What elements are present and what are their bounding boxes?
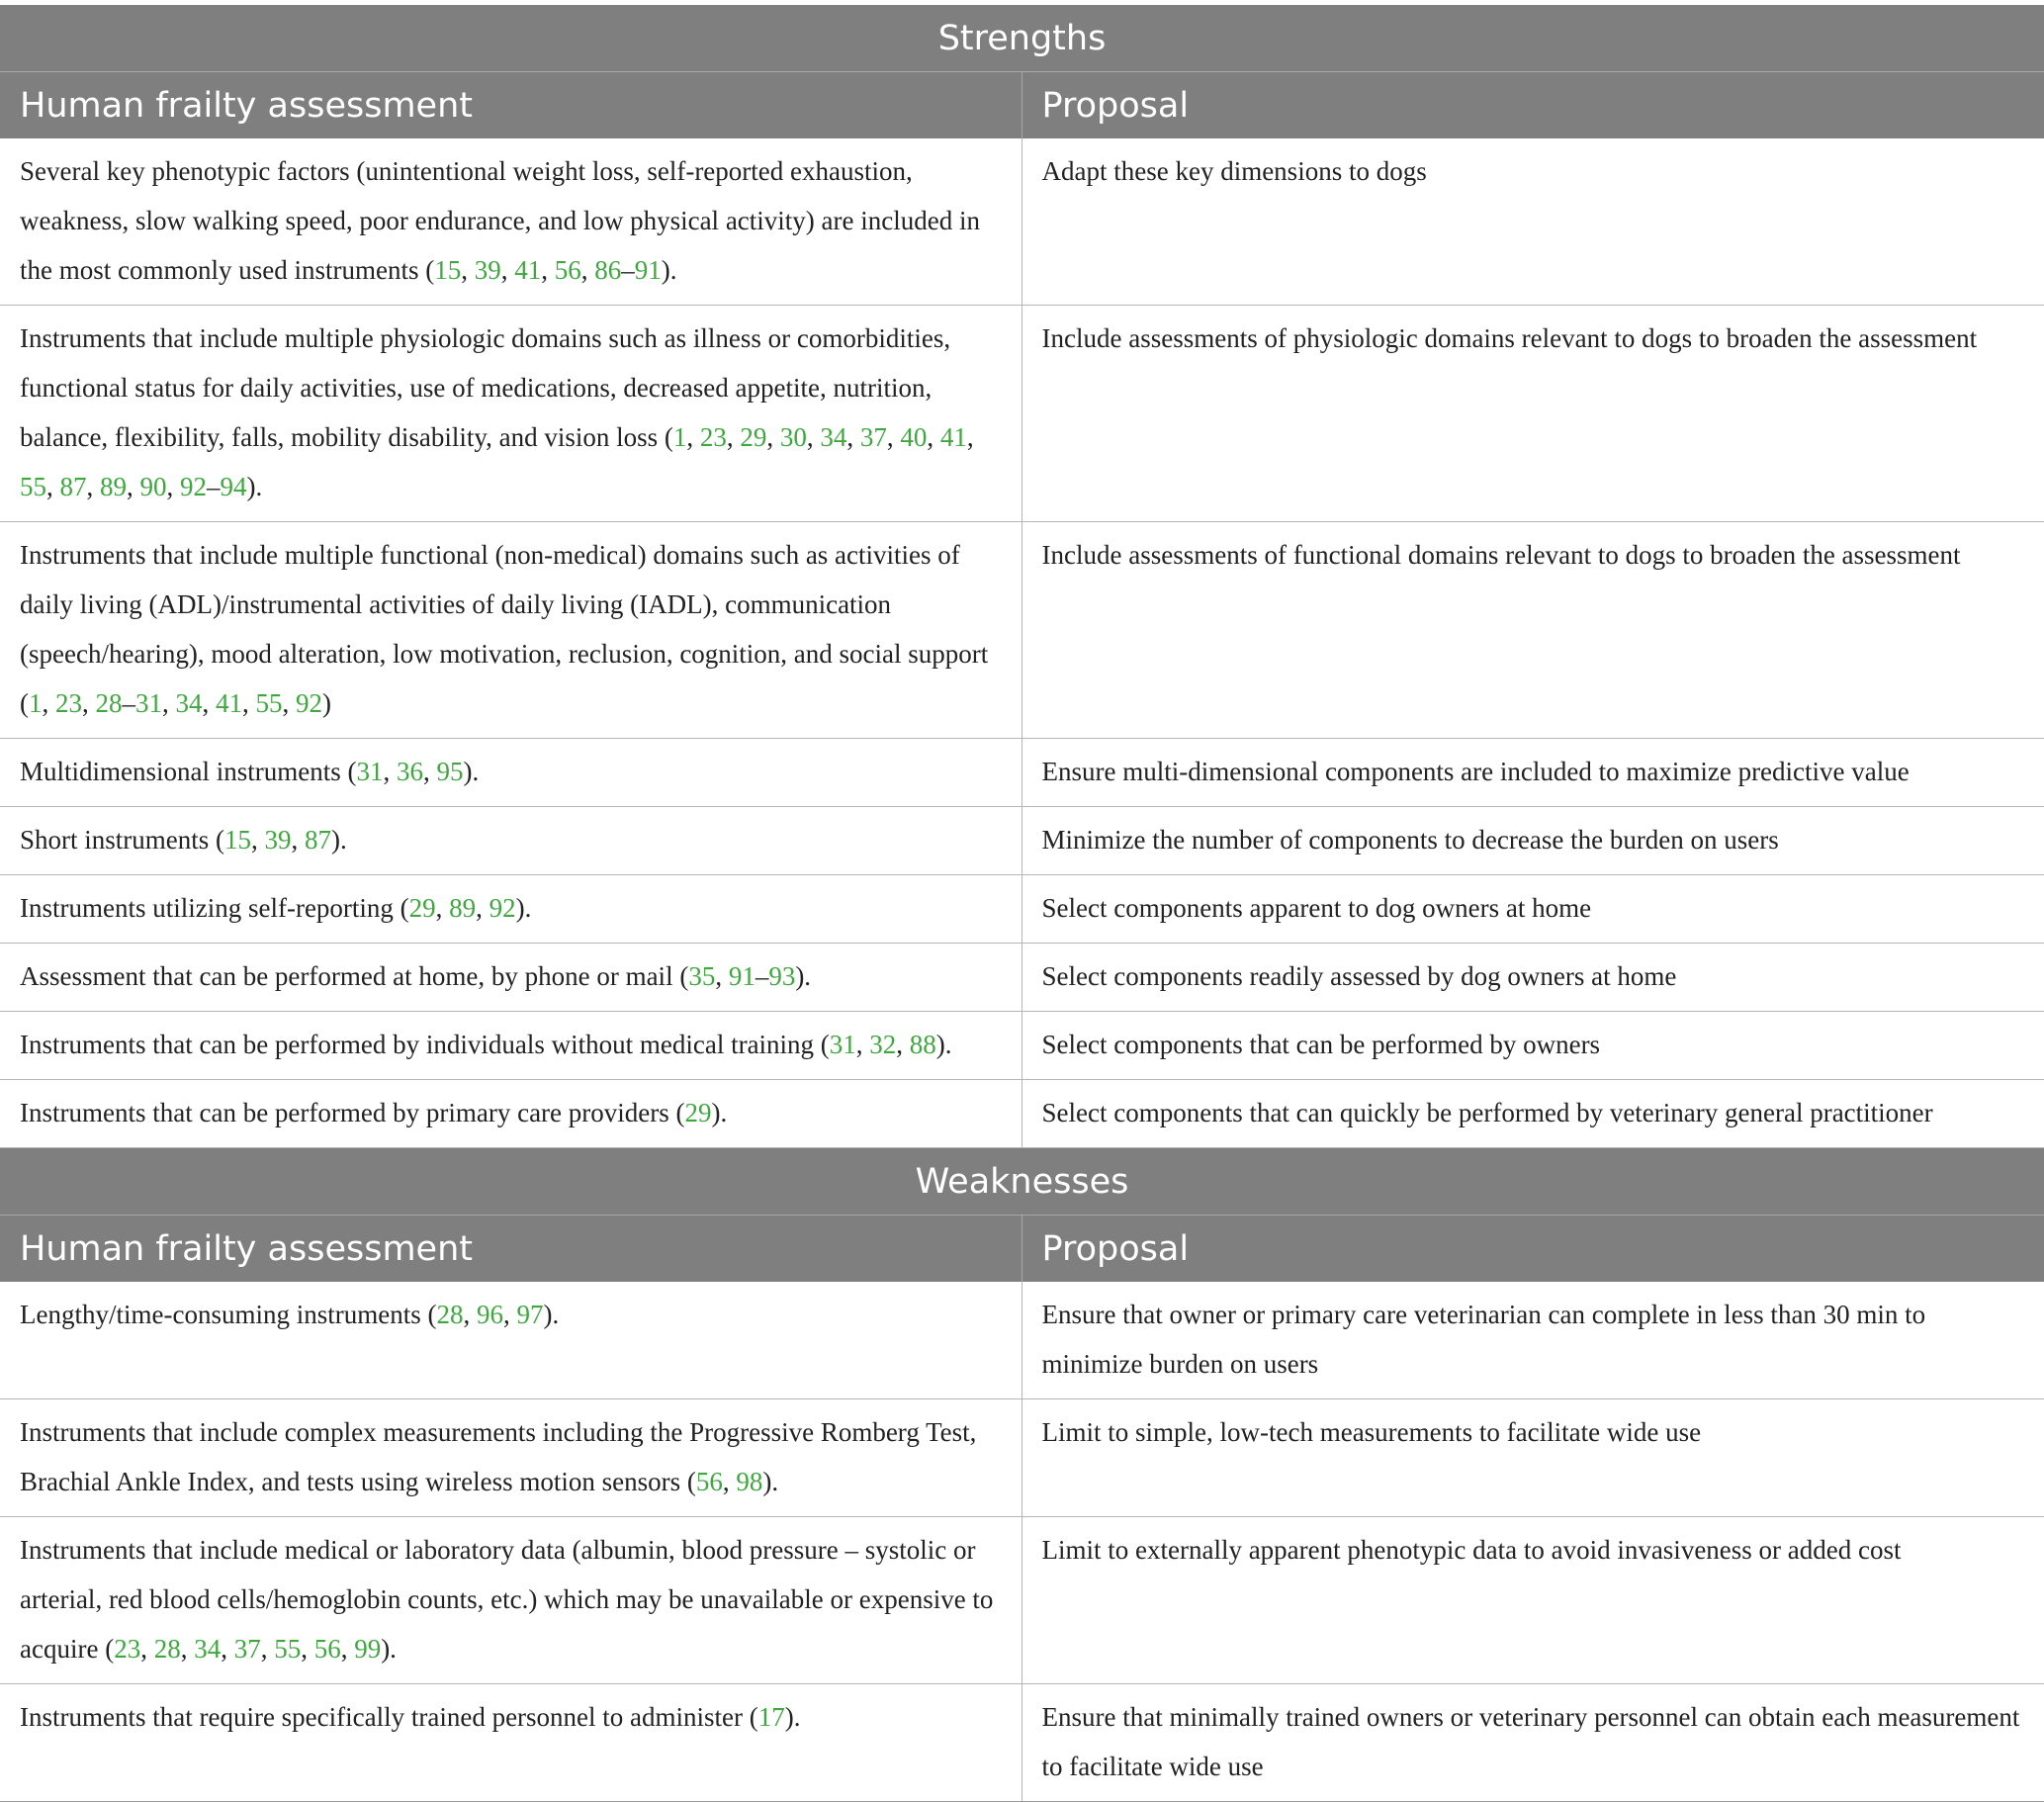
table-row — [0, 1282, 2044, 1399]
cell-text: , — [766, 422, 780, 452]
cell-text: , — [202, 688, 216, 718]
cell-text: , — [301, 1634, 314, 1664]
human-assessment-cell — [0, 875, 1022, 944]
proposal-cell: Select components that can be performed by owners — [1022, 1012, 2044, 1080]
cell-text: ) — [322, 688, 331, 718]
cell-text: , — [726, 422, 741, 452]
cell-text: – — [621, 255, 635, 285]
column-header-human-assessment: Human frailty assessment — [0, 1216, 1022, 1283]
cell-text: – — [207, 472, 221, 501]
reference-link[interactable]: 36 — [396, 757, 423, 786]
cell-text: Lengthy/time-consuming instruments ( — [20, 1300, 437, 1329]
reference-link[interactable]: 23 — [699, 422, 727, 452]
cell-text: , — [927, 422, 940, 452]
cell-text: Instruments that require specifically trained personnel to administer ( — [20, 1702, 758, 1732]
cell-text: , — [166, 472, 180, 501]
weaknesses-column-headers — [0, 1216, 2044, 1283]
reference-link[interactable]: 92 — [489, 893, 516, 923]
human-assessment-cell — [0, 944, 1022, 1012]
frailty-comparison-table — [0, 5, 2044, 1802]
reference-link[interactable]: 99 — [354, 1634, 382, 1664]
reference-link[interactable]: 37 — [859, 422, 887, 452]
cell-text: Multidimensional instruments ( — [20, 757, 357, 786]
reference-link[interactable]: 98 — [736, 1467, 763, 1496]
reference-link[interactable]: 28 — [436, 1300, 464, 1329]
table-row — [0, 875, 2044, 944]
reference-link[interactable]: 1 — [672, 422, 687, 452]
table-row — [0, 1080, 2044, 1148]
reference-link[interactable]: 55 — [255, 688, 283, 718]
strengths-column-headers — [0, 72, 2044, 139]
cell-text: ). — [543, 1300, 560, 1329]
reference-link[interactable]: 23 — [114, 1634, 141, 1664]
reference-link[interactable]: 34 — [194, 1634, 222, 1664]
cell-text: Instruments utilizing self-reporting ( — [20, 893, 409, 923]
cell-text: ). — [331, 825, 347, 855]
reference-link[interactable]: 39 — [474, 255, 501, 285]
cell-text: , — [715, 961, 729, 991]
reference-link[interactable]: 35 — [688, 961, 716, 991]
human-assessment-cell — [0, 1517, 1022, 1684]
cell-text: – — [755, 961, 769, 991]
cell-text: , — [966, 422, 974, 452]
reference-link[interactable]: 28 — [95, 688, 123, 718]
cell-text: , — [806, 422, 821, 452]
table-row — [0, 1399, 2044, 1517]
cell-text: ). — [381, 1634, 397, 1664]
proposal-cell: Adapt these key dimensions to dogs — [1022, 138, 2044, 306]
table-row — [0, 807, 2044, 875]
reference-link[interactable]: 87 — [59, 472, 87, 501]
reference-link[interactable]: 93 — [768, 961, 796, 991]
cell-text: , — [855, 1030, 870, 1059]
reference-link[interactable]: 92 — [296, 688, 322, 718]
cell-text: ). — [795, 961, 812, 991]
cell-text: Assessment that can be performed at home, by phone or mail ( — [20, 961, 689, 991]
reference-link[interactable]: 37 — [233, 1634, 261, 1664]
reference-link[interactable]: 41 — [939, 422, 967, 452]
reference-link[interactable]: 96 — [476, 1300, 503, 1329]
table-row — [0, 138, 2044, 306]
cell-text: , — [422, 757, 437, 786]
table-row — [0, 1684, 2044, 1802]
cell-text: , — [260, 1634, 275, 1664]
cell-text: , — [127, 472, 140, 501]
cell-text: ). — [246, 472, 263, 501]
cell-text: , — [242, 688, 256, 718]
reference-link[interactable]: 56 — [554, 255, 581, 285]
cell-text: , — [140, 1634, 154, 1664]
cell-text: – — [122, 688, 135, 718]
reference-link[interactable]: 89 — [100, 472, 127, 501]
cell-text: , — [46, 472, 60, 501]
reference-link[interactable]: 94 — [220, 472, 247, 501]
cell-text: , — [686, 422, 700, 452]
cell-text: , — [896, 1030, 910, 1059]
table-row — [0, 1012, 2044, 1080]
column-header-proposal: Proposal — [1022, 72, 2044, 139]
cell-text: , — [476, 893, 489, 923]
table-row — [0, 944, 2044, 1012]
cell-text: , — [86, 472, 100, 501]
cell-text: , — [886, 422, 901, 452]
reference-link[interactable]: 15 — [434, 255, 462, 285]
cell-text: Instruments that include multiple functional (non-medical) domains such as activities of daily living (ADL)/instrumental activities of daily living (IADL), communication (speech/hearing), mood alteration, low motivation, reclusion, cognition, and social support ( — [20, 540, 989, 718]
human-assessment-cell — [0, 1399, 1022, 1517]
cell-text: , — [82, 688, 96, 718]
proposal-cell: Select components apparent to dog owners at home — [1022, 875, 2044, 944]
cell-text: Several key phenotypic factors (unintentional weight loss, self-reported exhaustion, weakness, slow walking speed, poor endurance, and low physical activity) are included in the most commonly used instruments ( — [20, 156, 980, 285]
cell-text: , — [722, 1467, 737, 1496]
reference-link[interactable]: 87 — [305, 825, 331, 855]
section-title: Weaknesses — [0, 1148, 2044, 1216]
reference-link[interactable]: 29 — [408, 893, 436, 923]
reference-link[interactable]: 92 — [180, 472, 207, 501]
weaknesses-section-header — [0, 1148, 2044, 1216]
table-row — [0, 522, 2044, 739]
cell-text: Instruments that include multiple physiologic domains such as illness or comorbidities, functional status for daily activities, use of medications, decreased appetite, nutrition, balance, flexibility, falls, mobility disability, and vision loss ( — [20, 323, 951, 452]
reference-link[interactable]: 31 — [829, 1030, 856, 1059]
cell-text: , — [221, 1634, 234, 1664]
human-assessment-cell — [0, 138, 1022, 306]
reference-link[interactable]: 95 — [436, 757, 464, 786]
reference-link[interactable]: 89 — [449, 893, 477, 923]
cell-text: , — [435, 893, 450, 923]
proposal-cell: Select components readily assessed by dog owners at home — [1022, 944, 2044, 1012]
reference-link[interactable]: 56 — [695, 1467, 723, 1496]
reference-link[interactable]: 40 — [900, 422, 928, 452]
table-row — [0, 1517, 2044, 1684]
reference-link[interactable]: 28 — [153, 1634, 181, 1664]
cell-text: ). — [515, 893, 532, 923]
section-title: Strengths — [0, 5, 2044, 72]
cell-text: Instruments that include medical or laboratory data (albumin, blood pressure – systolic or arterial, red blood cells/hemoglobin counts, etc.) which may be unavailable or expensive to acquire ( — [20, 1535, 994, 1664]
cell-text: , — [463, 1300, 477, 1329]
human-assessment-cell — [0, 739, 1022, 807]
reference-link[interactable]: 55 — [20, 472, 46, 501]
cell-text: , — [541, 255, 555, 285]
reference-link[interactable]: 91 — [728, 961, 755, 991]
cell-text: Instruments that can be performed by individuals without medical training ( — [20, 1030, 830, 1059]
proposal-cell: Ensure that minimally trained owners or veterinary personnel can obtain each measurement to facilitate wide use — [1022, 1684, 2044, 1802]
reference-link[interactable]: 29 — [684, 1098, 712, 1127]
cell-text: , — [340, 1634, 355, 1664]
column-header-proposal: Proposal — [1022, 1216, 2044, 1283]
cell-text: , — [180, 1634, 195, 1664]
proposal-cell: Minimize the number of components to decrease the burden on users — [1022, 807, 2044, 875]
cell-text: ). — [463, 757, 480, 786]
human-assessment-cell — [0, 1012, 1022, 1080]
proposal-cell: Select components that can quickly be performed by veterinary general practitioner — [1022, 1080, 2044, 1148]
proposal-cell: Limit to simple, low-tech measurements to facilitate wide use — [1022, 1399, 2044, 1517]
proposal-cell: Limit to externally apparent phenotypic data to avoid invasiveness or added cost — [1022, 1517, 2044, 1684]
reference-link[interactable]: 39 — [264, 825, 292, 855]
proposal-cell: Include assessments of functional domains relevant to dogs to broaden the assessment — [1022, 522, 2044, 739]
cell-text: , — [846, 422, 860, 452]
cell-text: , — [42, 688, 55, 718]
cell-text: , — [291, 825, 305, 855]
column-header-human-assessment: Human frailty assessment — [0, 72, 1022, 139]
cell-text: , — [580, 255, 595, 285]
reference-link[interactable]: 41 — [514, 255, 542, 285]
table-row — [0, 306, 2044, 522]
human-assessment-cell — [0, 306, 1022, 522]
reference-link[interactable]: 1 — [29, 688, 43, 718]
human-assessment-cell — [0, 522, 1022, 739]
cell-text: , — [282, 688, 296, 718]
human-assessment-cell — [0, 1080, 1022, 1148]
cell-text: , — [251, 825, 265, 855]
table-row — [0, 739, 2044, 807]
strengths-section-header — [0, 5, 2044, 72]
cell-text: , — [502, 1300, 517, 1329]
reference-link[interactable]: 91 — [634, 255, 662, 285]
reference-link[interactable]: 34 — [175, 688, 203, 718]
reference-link[interactable]: 88 — [909, 1030, 936, 1059]
reference-link[interactable]: 34 — [820, 422, 847, 452]
reference-link[interactable]: 55 — [274, 1634, 302, 1664]
reference-link[interactable]: 17 — [757, 1702, 785, 1732]
cell-text: , — [383, 757, 397, 786]
reference-link[interactable]: 30 — [779, 422, 807, 452]
reference-link[interactable]: 41 — [216, 688, 242, 718]
reference-link[interactable]: 86 — [594, 255, 622, 285]
cell-text: ). — [711, 1098, 728, 1127]
reference-link[interactable]: 15 — [224, 825, 251, 855]
reference-link[interactable]: 90 — [139, 472, 167, 501]
reference-link[interactable]: 97 — [516, 1300, 544, 1329]
proposal-cell: Ensure that owner or primary care veterinarian can complete in less than 30 min to minimize burden on users — [1022, 1282, 2044, 1399]
cell-text: ). — [762, 1467, 779, 1496]
cell-text: Instruments that can be performed by primary care providers ( — [20, 1098, 685, 1127]
reference-link[interactable]: 32 — [869, 1030, 897, 1059]
reference-link[interactable]: 29 — [740, 422, 767, 452]
reference-link[interactable]: 31 — [135, 688, 162, 718]
cell-text: ). — [661, 255, 677, 285]
cell-text: ). — [935, 1030, 952, 1059]
proposal-cell: Ensure multi-dimensional components are included to maximize predictive value — [1022, 739, 2044, 807]
cell-text: ). — [784, 1702, 801, 1732]
reference-link[interactable]: 56 — [313, 1634, 341, 1664]
cell-text: , — [162, 688, 176, 718]
cell-text: Short instruments ( — [20, 825, 224, 855]
human-assessment-cell — [0, 1684, 1022, 1802]
human-assessment-cell — [0, 807, 1022, 875]
reference-link[interactable]: 23 — [55, 688, 82, 718]
cell-text: , — [461, 255, 475, 285]
cell-text: Instruments that include complex measurements including the Progressive Romberg Test, Brachial Ankle Index, and tests using wireless motion sensors ( — [20, 1417, 977, 1496]
reference-link[interactable]: 31 — [356, 757, 384, 786]
cell-text: , — [500, 255, 515, 285]
human-assessment-cell — [0, 1282, 1022, 1399]
proposal-cell: Include assessments of physiologic domains relevant to dogs to broaden the assessment — [1022, 306, 2044, 522]
